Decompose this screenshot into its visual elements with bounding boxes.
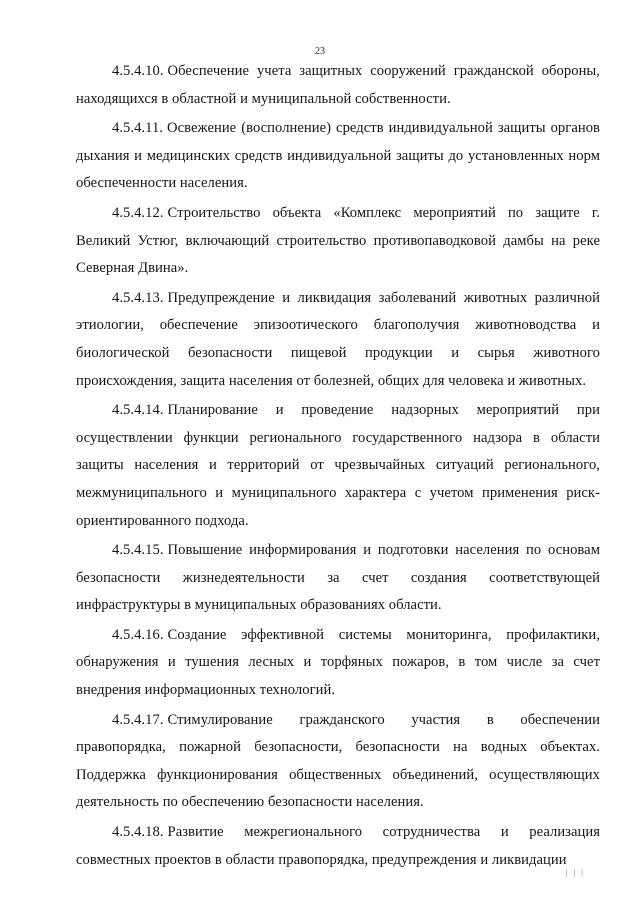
paragraph-4-5-4-13: [76, 285, 600, 395]
paragraph-4-5-4-12: [76, 200, 600, 283]
paragraph-number: 4.5.4.12.: [112, 204, 164, 221]
scan-footer-mark: | | |: [566, 868, 585, 877]
paragraph-4-5-4-11: [76, 115, 600, 198]
paragraph-4-5-4-14: [76, 397, 600, 535]
paragraph-text: Обеспечение учета защитных сооружений гражданской обороны, находящихся в областной и муниципальной собственности.: [76, 63, 600, 107]
paragraph-text: Стимулирование гражданского участия в обеспечении правопорядка, пожарной безопасности, безопасности на водных объектах. Поддержка функционирования общественных объединений, осуществляющих деятельность по обеспечению безопасности населения.: [76, 711, 600, 811]
paragraph-text: Строительство объекта «Комплекс мероприятий по защите г. Великий Устюг, включающий строительство противопаводковой дамбы на реке Северная Двина».: [76, 204, 600, 277]
paragraph-text: Создание эффективной системы мониторинга, профилактики, обнаружения и тушения лесных и торфяных пожаров, в том числе за счет внедрения информационных технологий.: [76, 626, 600, 699]
paragraph-text: Освежение (восполнение) средств индивидуальной защиты органов дыхания и медицинских средств индивидуальной защиты до установленных норм обеспеченности населения.: [76, 120, 600, 192]
paragraph-4-5-4-18: [76, 819, 600, 874]
paragraph-4-5-4-10: [76, 58, 600, 113]
paragraph-number: 4.5.4.17.: [112, 711, 164, 728]
paragraph-text: Планирование и проведение надзорных мероприятий при осуществлении функции регионального государственного надзора в области защиты населения и территорий от чрезвычайных ситуаций регионального, межмуниципального и муниципального характера с учетом применения риск-ориентированного подхода.: [76, 402, 600, 529]
paragraph-4-5-4-16: [76, 622, 600, 705]
paragraph-text: Предупреждение и ликвидация заболеваний животных различной этиологии, обеспечение эпизоотического благополучия животноводства и биологической безопасности пищевой продукции и сырья животного происхождения, защита населения от болезней, общих для человека и животных.: [76, 289, 600, 389]
paragraph-number: 4.5.4.10.: [112, 63, 164, 79]
paragraph-4-5-4-15: [76, 537, 600, 620]
paragraph-number: 4.5.4.14.: [112, 402, 164, 419]
paragraph-number: 4.5.4.13.: [112, 289, 164, 306]
paragraph-number: 4.5.4.18.: [112, 824, 164, 841]
page-number: 23: [315, 46, 325, 57]
paragraph-4-5-4-17: [76, 707, 600, 817]
paragraph-number: 4.5.4.16.: [112, 626, 164, 643]
paragraph-number: 4.5.4.11.: [112, 120, 163, 137]
paragraph-text: Повышение информирования и подготовки населения по основам безопасности жизнедеятельности за счет создания соответствующей инфраструктуры в муниципальных образованиях области.: [76, 542, 600, 614]
paragraph-number: 4.5.4.15.: [112, 542, 164, 559]
document-body: [76, 58, 600, 876]
paragraph-text: Развитие межрегионального сотрудничества и реализация совместных проектов в области правопорядка, предупреждения и ликвидации: [76, 824, 600, 868]
